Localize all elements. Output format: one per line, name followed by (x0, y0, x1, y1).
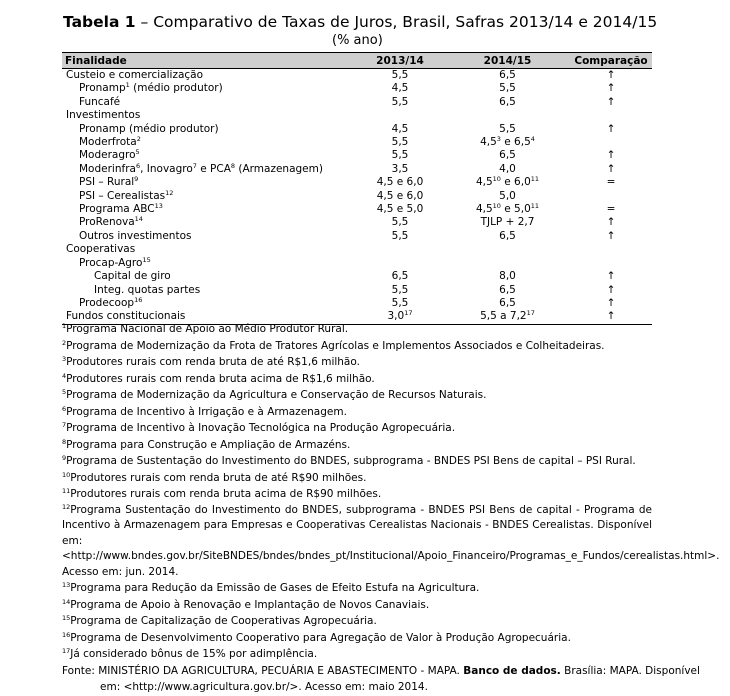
row-label-text: Custeio e comercialização (66, 69, 204, 81)
cell-value: 5,5 (391, 95, 409, 108)
table-row (62, 149, 652, 162)
footnote (62, 321, 652, 338)
cell-2013-14 (355, 96, 445, 109)
cell-2014-15 (445, 190, 570, 203)
cell-2014-15 (445, 176, 570, 189)
superscript-ref: 4 (530, 135, 535, 144)
cell-comparacao: ↑ (606, 69, 616, 81)
table-row (62, 109, 652, 122)
footnote-text: Programa de Modernização da Frota de Tratores Agrícolas e Implementos Associados e Colheitadeiras. (66, 339, 605, 352)
table-row (62, 216, 652, 229)
row-label (62, 176, 355, 189)
footnote (62, 502, 720, 581)
cell-comparacao (570, 136, 652, 149)
cell-2013-14 (355, 163, 445, 176)
footnote-number: 10 (62, 470, 71, 479)
cell-2014-15 (445, 163, 570, 176)
table-unit: (% ano) (332, 33, 383, 48)
cell-value: e 6,5 (500, 136, 531, 149)
cell-value: 5,5 (391, 229, 409, 242)
row-label (62, 190, 355, 203)
row-label (62, 243, 355, 256)
cell-value: 4,5 (480, 136, 497, 149)
footnote (62, 597, 652, 614)
row-label (62, 284, 355, 297)
cell-value: 5,5 (391, 149, 409, 162)
row-label-text: (médio produtor) (129, 82, 223, 95)
table-row (62, 257, 652, 270)
table-row (62, 203, 652, 216)
footnote-text: Programa de Capitalização de Cooperativas Agropecuária. (70, 615, 377, 627)
cell-value: 6,5 (499, 95, 516, 108)
cell-2013-14 (355, 149, 445, 162)
table-title-text: – Comparativo de Taxas de Juros, Brasil, Safras 2013/14 e 2014/15 (135, 13, 658, 31)
row-label (62, 257, 355, 270)
cell-2013-14 (355, 82, 445, 95)
source-suffix: Brasília: MAPA. Disponível (560, 664, 700, 677)
superscript-ref: 17 (404, 309, 413, 318)
table-row (62, 176, 652, 189)
footnote-number: 5 (62, 388, 67, 396)
superscript-ref: 10 (492, 202, 501, 211)
cell-value: 5,5 (391, 296, 409, 309)
cell-value: 4,5 e 6,0 (376, 189, 424, 202)
footnote (62, 646, 652, 663)
cell-2013-14 (355, 297, 445, 310)
table-row (62, 82, 652, 95)
table-number: Tabela 1 (63, 13, 136, 31)
row-label-text: ProRenova (79, 216, 135, 229)
source-line-2: em: <http://www.agricultura.gov.br/>. Acesso em: maio 2014. (100, 681, 428, 693)
superscript-ref: 1 (125, 81, 130, 90)
cell-value: 5,5 (391, 69, 409, 81)
footnote-text: Programa para Construção e Ampliação de Armazéns. (66, 438, 351, 451)
row-label (62, 203, 355, 216)
cell-2013-14 (355, 216, 445, 229)
row-label-text: Prodecoop (79, 296, 135, 309)
cell-comparacao: ↑ (606, 296, 616, 309)
header-2013-14: 2013/14 (355, 53, 445, 69)
cell-2014-15 (445, 136, 570, 149)
table-row (62, 297, 652, 310)
footnote (62, 613, 652, 630)
footnote (62, 470, 652, 487)
cell-value: e 6,0 (500, 176, 531, 189)
cell-comparacao (570, 243, 652, 256)
cell-2014-15 (445, 297, 570, 310)
cell-2014-15 (445, 216, 570, 229)
row-label-text: PSI – Rural (79, 176, 135, 189)
cell-value: 5,5 (391, 216, 409, 229)
cell-comparacao: ↑ (606, 149, 616, 162)
footnote (62, 630, 652, 647)
cell-2014-15 (445, 123, 570, 136)
cell-value: 8,0 (499, 270, 516, 283)
table-row (62, 136, 652, 149)
row-label (62, 149, 355, 162)
footnote-text: Produtores rurais com renda bruta de até R$90 milhões. (70, 471, 367, 484)
cell-value: 5,5 (499, 122, 516, 135)
cell-value: 5,5 (391, 136, 409, 149)
row-label-text: Cooperativas (66, 243, 136, 256)
row-label-text: Pronamp (médio produtor) (79, 122, 219, 135)
cell-2013-14 (355, 257, 445, 270)
footnote-number: 9 (62, 454, 67, 462)
footnote-number: 13 (62, 581, 71, 589)
cell-2014-15 (445, 243, 570, 256)
row-label-text: Moderinfra (79, 162, 136, 175)
cell-2013-14 (355, 243, 445, 256)
row-label-text: Procap-Agro (79, 256, 143, 269)
superscript-ref: 3 (496, 135, 501, 144)
footnote-text: Produtores rurais com renda bruta acima de R$90 milhões. (70, 488, 382, 500)
footnote-text: Programa Nacional de Apoio ao Médio Produtor Rural. (66, 323, 349, 335)
cell-comparacao: = (606, 203, 616, 216)
footnote-number: 15 (62, 614, 71, 622)
row-label (62, 163, 355, 176)
cell-comparacao: ↑ (606, 95, 616, 108)
interest-rate-table (62, 52, 652, 325)
row-label-text: Programa ABC (79, 203, 155, 216)
superscript-ref: 16 (134, 295, 143, 304)
row-label (62, 270, 355, 283)
superscript-ref: 13 (154, 202, 163, 211)
cell-comparacao: ↑ (570, 310, 652, 324)
row-label-text: e PCA (196, 162, 231, 175)
superscript-ref: 11 (530, 175, 540, 184)
superscript-ref: 7 (192, 161, 197, 170)
row-label (62, 216, 355, 229)
cell-2013-14 (355, 230, 445, 243)
footnote-text: Produtores rurais com renda bruta acima de R$1,6 milhão. (66, 372, 375, 385)
row-label-text: Fundos constitucionais (66, 310, 186, 323)
cell-comparacao (570, 109, 652, 122)
cell-2014-15 (445, 257, 570, 270)
table-header-row (62, 53, 652, 69)
footnote-number: 17 (62, 647, 71, 655)
cell-value: 6,5 (499, 69, 516, 81)
footnote-number: 14 (62, 597, 71, 606)
cell-2014-15 (445, 96, 570, 109)
table-row (62, 243, 652, 256)
cell-value: 4,5 e 5,0 (376, 203, 424, 216)
cell-comparacao (570, 257, 652, 270)
table-body (62, 69, 652, 325)
row-label-text: Funcafé (79, 95, 121, 108)
table-row (62, 69, 652, 83)
row-label-text: (Armazenagem) (235, 162, 323, 175)
footnote (62, 354, 652, 371)
superscript-ref: 5 (135, 148, 140, 157)
cell-2013-14 (355, 203, 445, 216)
row-label-text: Outros investimentos (79, 229, 192, 242)
row-label-text: Moderfrota (79, 136, 137, 149)
table-row (62, 163, 652, 176)
superscript-ref: 17 (526, 309, 535, 318)
footnote (62, 338, 652, 355)
cell-value: 4,5 (391, 122, 409, 135)
cell-value: TJLP + 2,7 (480, 216, 535, 229)
footnote-text: Já considerado bônus de 15% por adimplência. (70, 648, 318, 660)
cell-value: 5,0 (499, 189, 516, 202)
cell-2013-14 (355, 176, 445, 189)
cell-value: 3,0 (387, 310, 405, 323)
row-label (62, 136, 355, 149)
cell-2014-15 (445, 203, 570, 216)
footnote (62, 486, 652, 503)
cell-value: 6,5 (499, 149, 516, 162)
cell-value: 6,5 (391, 270, 409, 283)
footnote-number: 8 (62, 437, 67, 446)
cell-value: 5,5 (499, 82, 516, 95)
cell-comparacao: ↑ (606, 283, 616, 296)
cell-2014-15 (445, 109, 570, 122)
superscript-ref: 12 (165, 188, 174, 197)
row-label (62, 230, 355, 243)
cell-comparacao: ↑ (606, 229, 616, 242)
row-label-text: Moderagro (79, 149, 136, 162)
footnote-number: 2 (62, 338, 67, 347)
cell-2013-14 (355, 270, 445, 283)
cell-value: 4,5 (475, 176, 493, 189)
footnote-text: Programa de Desenvolvimento Cooperativo para Agregação de Valor à Produção Agropecuária. (70, 631, 571, 644)
row-label-text: PSI – Cerealistas (79, 189, 166, 202)
superscript-ref: 10 (492, 175, 501, 184)
cell-2014-15 (445, 82, 570, 95)
footnote-number: 3 (62, 355, 67, 363)
cell-comparacao: ↑ (606, 82, 616, 95)
cell-comparacao: ↑ (606, 216, 616, 229)
row-label (62, 123, 355, 136)
table-title (63, 13, 703, 31)
row-label (62, 69, 355, 83)
cell-2014-15 (445, 149, 570, 162)
cell-2014-15 (445, 230, 570, 243)
row-label-text: Investimentos (66, 109, 141, 122)
footnote-text: Programa para Redução da Emissão de Gases de Efeito Estufa na Agricultura. (70, 582, 480, 594)
cell-value: 6,5 (499, 296, 516, 309)
superscript-ref: 14 (134, 215, 143, 224)
table-row (62, 230, 652, 243)
row-label (62, 109, 355, 122)
cell-2014-15 (445, 69, 570, 83)
footnote (62, 420, 652, 437)
row-label (62, 82, 355, 95)
row-label (62, 96, 355, 109)
cell-comparacao: ↑ (606, 122, 616, 135)
source-prefix: Fonte: MINISTÉRIO DA AGRICULTURA, PECUÁRIA E ABASTECIMENTO - MAPA. (62, 664, 464, 677)
footnote (62, 404, 652, 421)
footnote-number: 6 (62, 404, 67, 413)
header-2014-15: 2014/15 (445, 53, 570, 69)
cell-2013-14 (355, 136, 445, 149)
row-label-text: Integ. quotas partes (94, 283, 201, 296)
footnote-text: Programa Sustentação do Investimento do BNDES, subprograma - BNDES PSI Bens de capital - Programa de Incentivo à Armazenagem para Empresas e Cooperativas Cerealistas Nacionais - BNDES Cerealistas. Disponível em: <http://www.bndes.gov.br/SiteBNDES/bndes/bndes_pt/Institucional/Apoio_Financeiro/Programas_e_Fundos/cerealistas.html>. Acesso em: jun. 2014. (62, 503, 720, 578)
footnote-number: 4 (62, 371, 67, 380)
cell-2013-14 (355, 109, 445, 122)
footnote-text: Programa de Sustentação do Investimento do BNDES, subprograma - BNDES PSI Bens de capital – PSI Rural. (66, 455, 636, 467)
footnote-number: 11 (62, 487, 71, 495)
superscript-ref: 11 (530, 202, 540, 211)
superscript-ref: 6 (135, 161, 141, 170)
cell-value: 6,5 (499, 229, 516, 242)
table-row (62, 284, 652, 297)
footnote (62, 453, 652, 470)
cell-value: 5,5 (391, 283, 409, 296)
table-row (62, 270, 652, 283)
cell-value: 4,5 e 6,0 (376, 176, 424, 189)
superscript-ref: 2 (136, 135, 141, 144)
header-finalidade: Finalidade (62, 53, 355, 69)
row-label-text: Capital de giro (94, 270, 171, 283)
cell-2013-14 (355, 69, 445, 83)
table-row (62, 123, 652, 136)
cell-value: 4,0 (499, 162, 516, 175)
cell-comparacao: ↑ (606, 162, 616, 175)
footnote-number: 1 (62, 322, 67, 330)
footnote-number: 7 (62, 421, 67, 429)
superscript-ref: 8 (230, 161, 236, 170)
cell-2013-14 (355, 123, 445, 136)
row-label-text: Pronamp (79, 82, 126, 95)
footnote-text: Programa de Apoio à Renovação e Implantação de Novos Canaviais. (70, 598, 430, 611)
cell-comparacao: = (606, 176, 616, 189)
cell-value: e 5,0 (500, 203, 531, 216)
header-comparacao: Comparação (570, 53, 652, 69)
cell-value: 5,5 a 7,2 (480, 310, 527, 323)
table-row (62, 96, 652, 109)
footnote (62, 371, 652, 388)
cell-2013-14 (355, 284, 445, 297)
row-label-text: , Inovagro (140, 162, 193, 175)
footnote-text: Programa de Modernização da Agricultura e Conservação de Recursos Naturais. (66, 389, 487, 401)
superscript-ref: 9 (134, 175, 139, 184)
cell-value: 4,5 (391, 82, 409, 95)
footnote (62, 580, 652, 597)
source-bold: Banco de dados. (463, 664, 561, 677)
footnote (62, 387, 652, 404)
superscript-ref: 15 (142, 255, 151, 264)
source-line (62, 663, 700, 680)
footnote-text: Produtores rurais com renda bruta de até R$1,6 milhão. (66, 356, 360, 368)
row-label (62, 297, 355, 310)
cell-value: 6,5 (499, 283, 516, 296)
footnote-number: 12 (62, 502, 71, 511)
cell-comparacao: ↑ (606, 270, 616, 283)
cell-2013-14 (355, 190, 445, 203)
cell-value: 3,5 (391, 162, 409, 175)
footnote-number: 16 (62, 630, 71, 639)
cell-2014-15 (445, 284, 570, 297)
footnote-text: Programa de Incentivo à Inovação Tecnológica na Produção Agropecuária. (66, 422, 456, 434)
cell-value: 4,5 (475, 203, 493, 216)
cell-2014-15 (445, 270, 570, 283)
table-row (62, 190, 652, 203)
footnote (62, 437, 652, 454)
footnotes (62, 321, 720, 696)
cell-comparacao (570, 190, 652, 203)
footnote-text: Programa de Incentivo à Irrigação e à Armazenagem. (66, 405, 347, 418)
